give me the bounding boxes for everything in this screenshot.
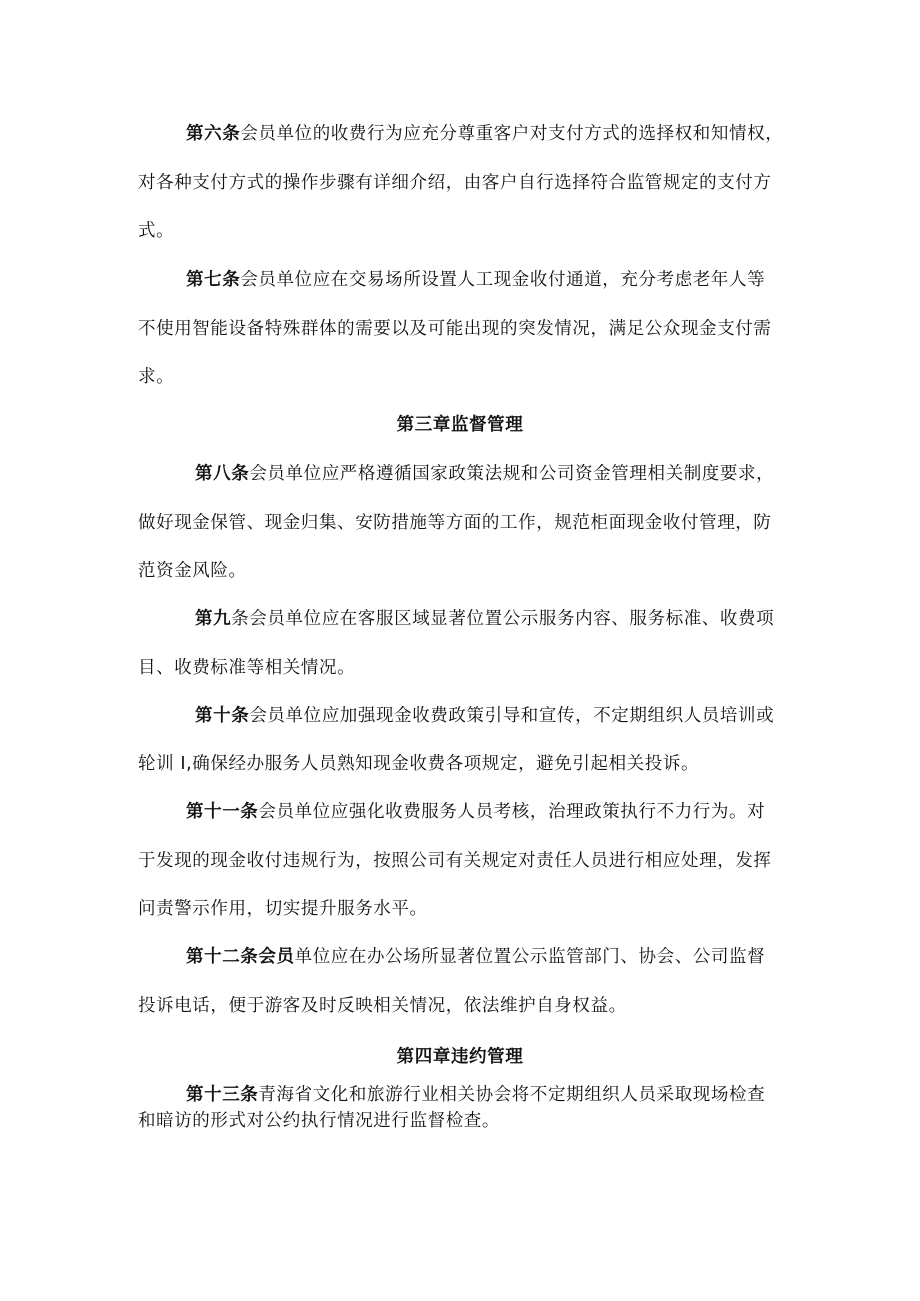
article-6-line-1: 第六条会员单位的收费行为应充分尊重客户对支付方式的选择权和知情权， — [186, 124, 784, 144]
article-11-line-2: 于发现的现金收付违规行为，按照公司有关规定对责任人员进行相应处理，发挥 — [138, 851, 772, 871]
chapter-3-heading: 第三章监督管理 — [396, 415, 524, 435]
article-8-line-1: 第八条会员单位应严格遵循国家政策法规和公司资金管理相关制度要求， — [195, 464, 775, 484]
article-7-label: 第七条 — [186, 270, 241, 290]
article-8-line-2: 做好现金保管、现金归集、安防措施等方面的工作，规范柜面现金收付管理，防 — [138, 513, 772, 533]
article-7-line-1: 第七条会员单位应在交易场所设置人工现金收付通道，充分考虑老年人等 — [186, 270, 766, 290]
article-8-line-3: 范资金风险。 — [138, 561, 247, 581]
article-9-line-1: 第九条会员单位应在客服区域显著位置公示服务内容、服务标准、收费项 — [195, 609, 775, 629]
article-12-line-2: 投诉电话，便于游客及时反映相关情况，依法维护自身权益。 — [138, 996, 627, 1016]
article-7-line-2: 不使用智能设备特殊群体的需要以及可能出现的突发情况，满足公众现金支付需 — [138, 319, 772, 339]
article-11-line-3: 问责警示作用，切实提升服务水平。 — [138, 899, 428, 919]
article-6-line-3: 式。 — [138, 221, 175, 241]
article-6-line-2: 对各种支付方式的操作步骤有详细介绍，由客户自行选择符合监管规定的支付方 — [138, 173, 772, 193]
article-10-label: 第十条 — [195, 706, 250, 726]
article-11-line-1: 第十一条会员单位应强化收费服务人员考核，治理政策执行不力行为。对 — [186, 802, 766, 822]
article-10-line-1: 第十条会员单位应加强现金收费政策引导和宣传，不定期组织人员培训或 — [195, 706, 775, 726]
article-7-line-3: 求。 — [138, 367, 175, 387]
article-13-line-2: 和暗访的形式对公约执行情况进行监督检查。 — [138, 1111, 500, 1131]
article-8-label: 第八条 — [195, 464, 250, 484]
article-9-label: 第九 — [195, 609, 232, 629]
article-9-line-2: 目、收费标准等相关情况。 — [138, 658, 356, 678]
article-13-label: 第十三条 — [186, 1085, 259, 1105]
article-13-line-1: 第十三条青海省文化和旅游行业相关协会将不定期组织人员采取现场检查 — [186, 1085, 766, 1105]
article-11-label: 第十一条 — [186, 802, 259, 822]
article-10-line-2: 轮训 I,确保经办服务人员熟知现金收费各项规定，避免引起相关投诉。 — [138, 754, 700, 774]
chapter-4-heading: 第四章违约管理 — [396, 1047, 524, 1067]
article-12-line-1: 第十二条会员单位应在办公场所显著位置公示监管部门、协会、公司监督 — [186, 947, 766, 967]
article-6-label: 第六条 — [186, 124, 241, 144]
article-12-label: 第十二条会员 — [186, 947, 295, 967]
